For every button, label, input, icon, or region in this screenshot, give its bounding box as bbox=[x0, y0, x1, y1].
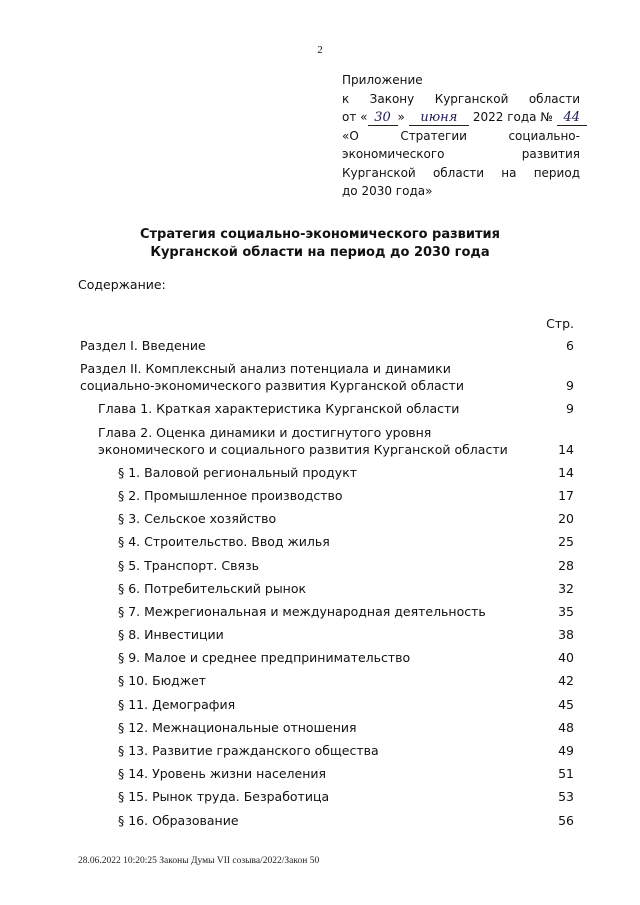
toc-entry[interactable] bbox=[80, 719, 574, 736]
appendix-word: период bbox=[533, 165, 580, 180]
appendix-word: к bbox=[342, 91, 350, 106]
appendix-subject-end: до 2030 года» bbox=[342, 184, 433, 198]
toc-entry-page: 9 bbox=[566, 401, 574, 417]
toc-entry-page: 51 bbox=[558, 766, 574, 782]
appendix-block bbox=[342, 71, 580, 201]
appendix-subject-line bbox=[342, 145, 580, 164]
toc-entry[interactable] bbox=[80, 400, 574, 417]
appendix-title: Приложение bbox=[342, 73, 423, 87]
toc-entry-title: § 1. Валовой региональный продукт bbox=[118, 464, 358, 480]
appendix-word: развития bbox=[521, 147, 580, 161]
toc-entry[interactable] bbox=[80, 533, 574, 550]
toc-entry-title: Раздел I. Введение bbox=[80, 338, 206, 353]
toc-entry[interactable] bbox=[80, 603, 574, 620]
toc-entry-title: Глава 2. Оценка динамики и достигнутого уровня экономического и социального развития Курганской области bbox=[98, 424, 508, 457]
toc-entry-page: 56 bbox=[558, 812, 574, 828]
toc-entry[interactable] bbox=[80, 765, 574, 782]
toc-entry[interactable] bbox=[80, 649, 574, 666]
toc-entry-page: 53 bbox=[558, 789, 574, 805]
appendix-law-line bbox=[342, 90, 580, 109]
toc-entry-title: § 10. Бюджет bbox=[118, 673, 207, 689]
toc-entry[interactable] bbox=[80, 580, 574, 597]
toc-entry-page: 14 bbox=[558, 441, 574, 457]
toc-entry-title: § 14. Уровень жизни населения bbox=[118, 766, 327, 782]
toc-entry[interactable] bbox=[80, 360, 574, 394]
appendix-word: на bbox=[501, 165, 517, 180]
table-of-contents bbox=[80, 337, 574, 835]
toc-entry-title: § 13. Развитие гражданского общества bbox=[118, 743, 379, 758]
toc-entry-page: 14 bbox=[558, 464, 574, 480]
toc-entry-page: 42 bbox=[558, 673, 574, 689]
toc-entry-page: 38 bbox=[558, 627, 574, 643]
toc-entry-title: § 5. Транспорт. Связь bbox=[118, 557, 260, 573]
toc-entry-title: § 2. Промышленное производство bbox=[118, 487, 343, 503]
toc-entry[interactable] bbox=[80, 672, 574, 689]
appendix-subject-line bbox=[342, 164, 580, 183]
toc-entry-page: 17 bbox=[558, 487, 574, 503]
toc-entry-page: 9 bbox=[566, 378, 574, 394]
appendix-word: экономического bbox=[342, 147, 445, 161]
toc-entry-title: § 12. Межнациональные отношения bbox=[118, 719, 357, 735]
appendix-word: Курганской bbox=[434, 91, 509, 106]
toc-entry-title: § 7. Межрегиональная и международная деятельность bbox=[118, 603, 486, 619]
appendix-word: социально- bbox=[508, 128, 580, 143]
toc-entry-title: Раздел II. Комплексный анализ потенциала и динамики социально-экономического развития Курганской области bbox=[80, 361, 464, 394]
toc-entry-page: 28 bbox=[558, 557, 574, 573]
document-title bbox=[0, 226, 640, 262]
appendix-date-line bbox=[342, 108, 580, 127]
toc-entry[interactable] bbox=[80, 510, 574, 527]
appendix-word: области bbox=[528, 91, 580, 106]
date-suffix: 2022 года № bbox=[472, 110, 553, 124]
toc-entry-page: 48 bbox=[558, 719, 574, 735]
toc-entry-title: Глава 1. Краткая характеристика Курганской области bbox=[98, 401, 460, 417]
date-prefix: от « bbox=[342, 110, 368, 124]
appendix-word: Курганской bbox=[342, 165, 416, 180]
toc-entry-page: 32 bbox=[558, 580, 574, 596]
contents-label: Содержание: bbox=[78, 277, 166, 292]
toc-entry[interactable] bbox=[80, 487, 574, 504]
toc-entry-title: § 11. Демография bbox=[118, 696, 236, 712]
toc-entry[interactable] bbox=[80, 788, 574, 805]
page-number: 2 bbox=[317, 44, 323, 56]
toc-entry-title: § 3. Сельское хозяйство bbox=[118, 511, 277, 527]
toc-entry-page: 20 bbox=[558, 511, 574, 527]
toc-entry-page: 6 bbox=[566, 338, 574, 353]
toc-entry[interactable] bbox=[80, 812, 574, 829]
title-line: Стратегия социально-экономического развития bbox=[139, 227, 500, 242]
appendix-word: Закону bbox=[369, 91, 415, 106]
appendix-word: области bbox=[432, 165, 485, 180]
handwritten-day: 30 bbox=[368, 111, 398, 126]
toc-entry-title: § 15. Рынок труда. Безработица bbox=[118, 789, 330, 805]
toc-entry-page: 35 bbox=[558, 603, 574, 619]
toc-entry-page: 25 bbox=[558, 534, 574, 550]
toc-entry[interactable] bbox=[80, 626, 574, 643]
toc-entry[interactable] bbox=[80, 696, 574, 713]
toc-entry-title: § 9. Малое и среднее предпринимательство bbox=[118, 650, 411, 666]
page-column-header: Стр. bbox=[546, 316, 574, 331]
toc-entry-page: 45 bbox=[558, 696, 574, 712]
toc-entry[interactable] bbox=[80, 464, 574, 481]
toc-entry-title: § 4. Строительство. Ввод жилья bbox=[118, 534, 330, 550]
appendix-word: «О bbox=[342, 128, 359, 143]
title-line: Курганской области на период до 2030 года bbox=[150, 245, 490, 260]
appendix-word: Стратегии bbox=[400, 128, 467, 143]
toc-entry[interactable] bbox=[80, 557, 574, 574]
handwritten-month: июня bbox=[409, 111, 469, 126]
date-quote: » bbox=[397, 110, 405, 124]
handwritten-law-number: 44 bbox=[557, 111, 587, 126]
toc-entry-page: 49 bbox=[558, 743, 574, 758]
toc-entry-title: § 16. Образование bbox=[118, 812, 239, 828]
toc-entry-page: 40 bbox=[558, 650, 574, 666]
toc-entry-title: § 8. Инвестиции bbox=[118, 627, 224, 643]
toc-entry-title: § 6. Потребительский рынок bbox=[118, 580, 307, 596]
appendix-subject-line bbox=[342, 127, 580, 146]
toc-entry[interactable] bbox=[80, 424, 574, 458]
toc-entry[interactable] bbox=[80, 337, 574, 354]
toc-entry[interactable] bbox=[80, 742, 574, 759]
document-footer-stamp: 28.06.2022 10:20:25 Законы Думы VII созыва/2022/Закон 50 bbox=[78, 856, 320, 866]
